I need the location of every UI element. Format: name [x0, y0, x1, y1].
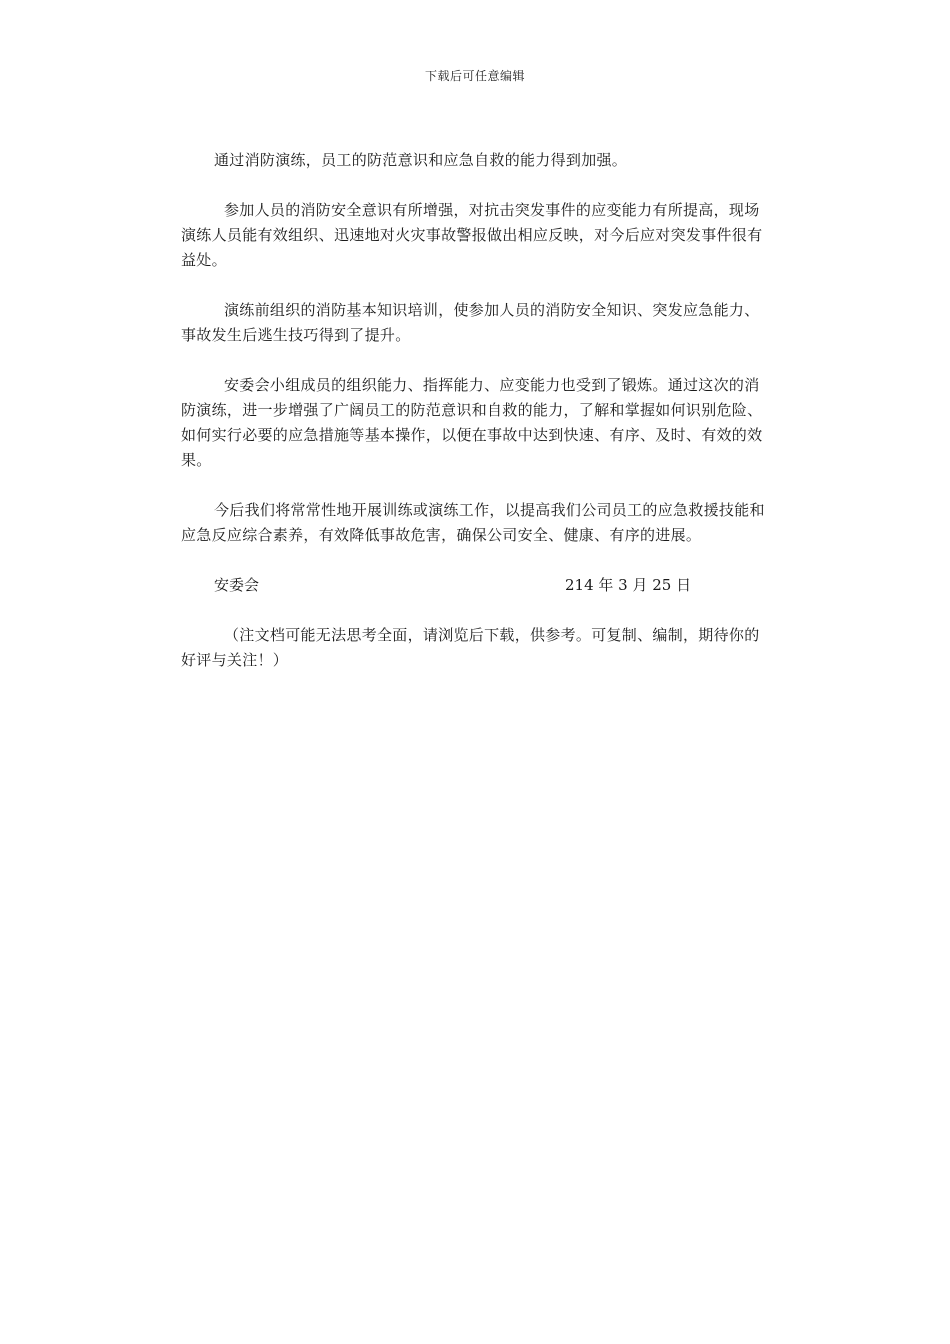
paragraph-awareness: 参加人员的消防安全意识有所增强，对抗击突发事件的应变能力有所提高，现场演练人员能有效组织、迅速地对火灾事故警报做出相应反映，对今后应对突发事件很有益处。	[181, 201, 763, 269]
paragraph-future-plan: 今后我们将常常性地开展训练或演练工作，以提高我们公司员工的应急救援技能和应急反应综合素养，有效降低事故危害，确保公司安全、健康、有序的进展。	[181, 501, 765, 544]
paragraph-training: 演练前组织的消防基本知识培训，使参加人员的消防安全知识、突发应急能力、事故发生后逃生技巧得到了提升。	[181, 301, 760, 344]
paragraph-committee: 安委会小组成员的组织能力、指挥能力、应变能力也受到了锻炼。通过这次的消防演练，进一步增强了广阔员工的防范意识和自救的能力，了解和掌握如何识别危险、如何实行必要的应急措施等基本操作，以便在事故中达到快速、有序、及时、有效的效果。	[181, 376, 763, 469]
paragraph-summary: 通过消防演练，员工的防范意识和应急自救的能力得到加强。	[214, 151, 628, 169]
page-header: 下载后可任意编辑	[424, 69, 525, 83]
document-body	[181, 148, 771, 698]
signature-line	[181, 573, 771, 598]
download-note: （注文档可能无法思考全面，请浏览后下载，供参考。可复制、编制，期待你的好评与关注！）	[181, 626, 760, 669]
signature-date: 214 年 3 月 25 日	[565, 576, 692, 594]
signature-organization: 安委会	[214, 576, 260, 594]
